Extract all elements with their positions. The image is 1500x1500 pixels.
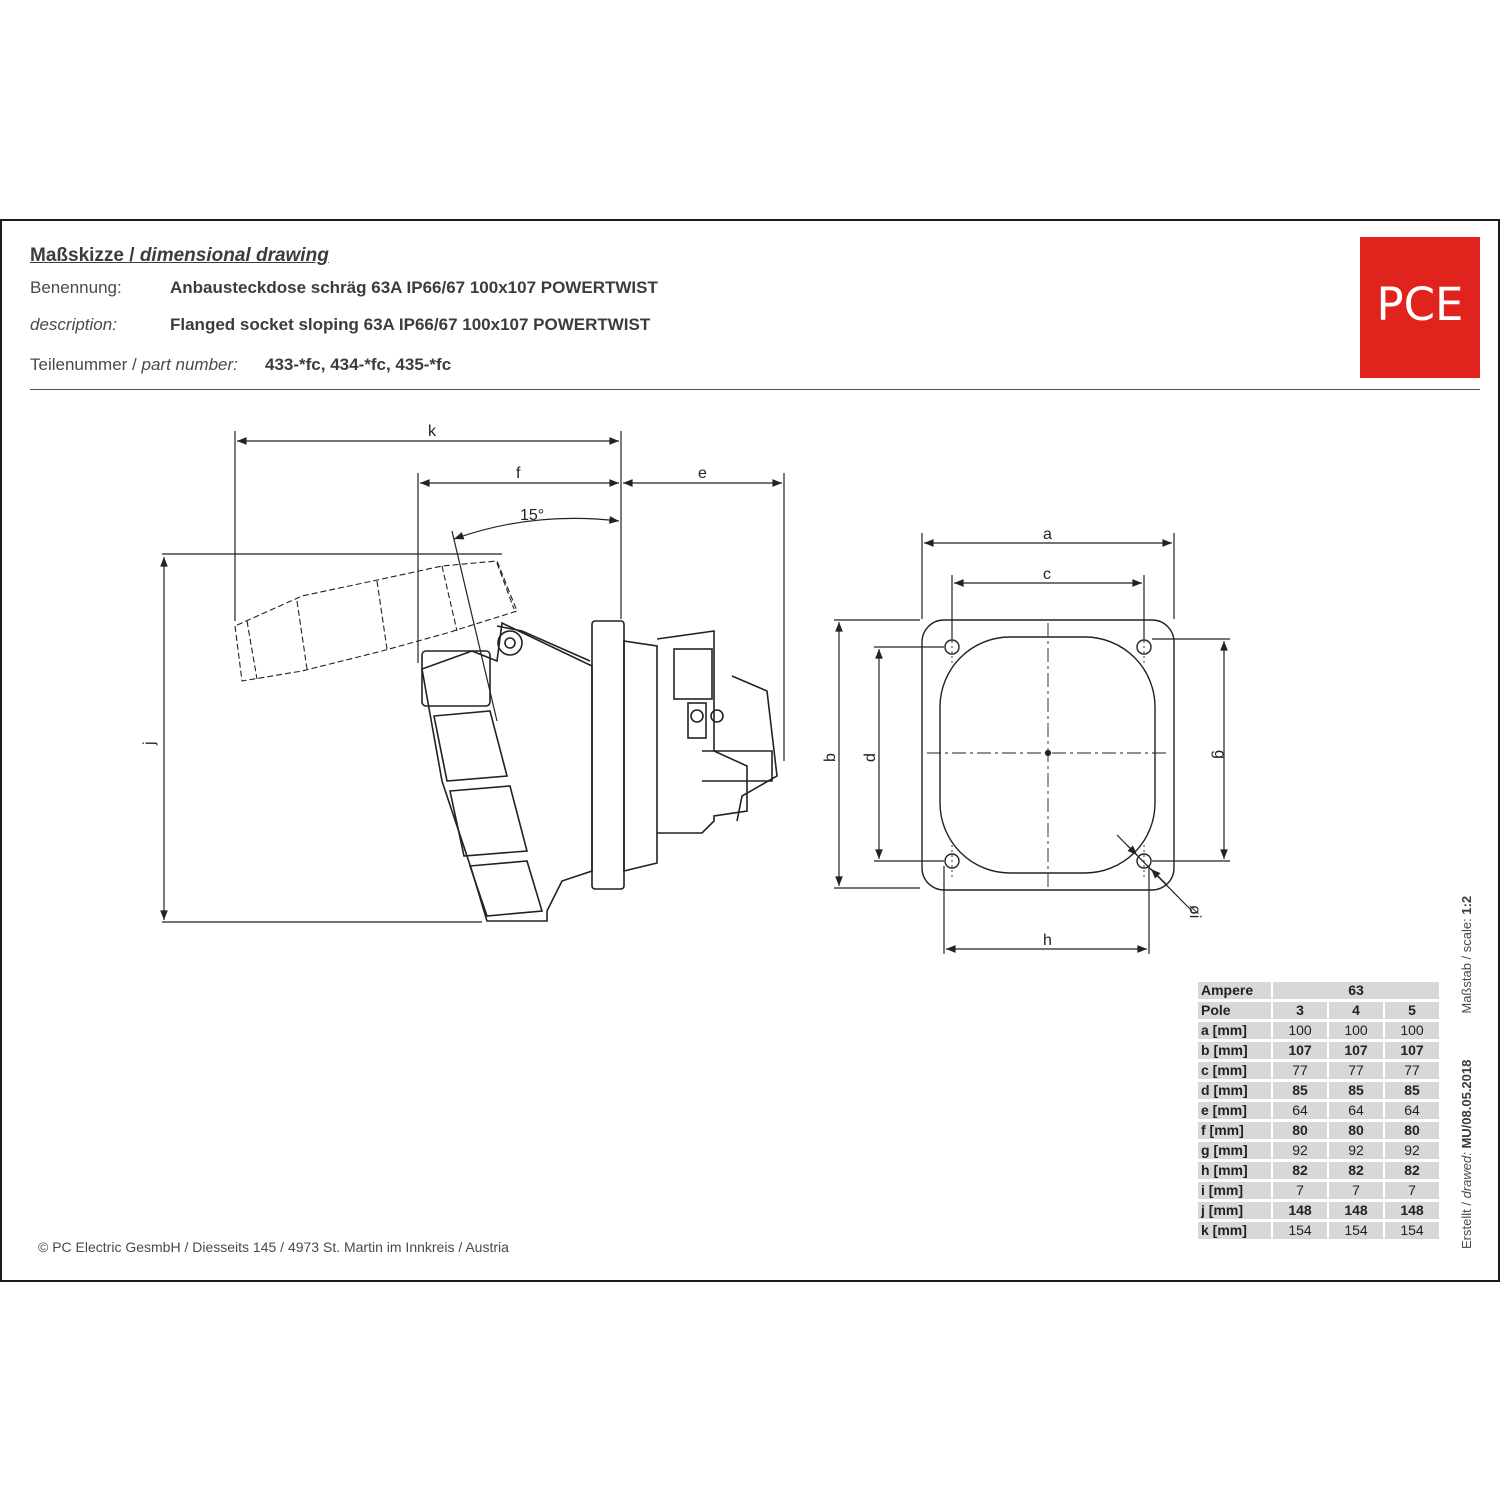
table-row-label: h [mm] [1198,1162,1271,1179]
table-cell: 82 [1385,1162,1439,1179]
table-cell: 100 [1273,1022,1327,1039]
lid-outline [235,561,517,681]
label-c: c [1043,566,1051,583]
table-row-label: g [mm] [1198,1142,1271,1159]
socket-side-view [422,621,777,921]
table-cell: 80 [1329,1122,1383,1139]
table-pole-4: 4 [1329,1002,1383,1019]
table-row [1198,1182,1439,1199]
table-row-label: j [mm] [1198,1202,1271,1219]
table-row-label: c [mm] [1198,1062,1271,1079]
table-cell: 100 [1329,1022,1383,1039]
table-row [1198,1082,1439,1099]
table-row-label: f [mm] [1198,1122,1271,1139]
table-cell: 77 [1385,1062,1439,1079]
description-value: Flanged socket sloping 63A IP66/67 100x107 POWERTWIST [170,315,651,334]
table-cell: 64 [1273,1102,1327,1119]
dimension-table [1196,979,1441,1242]
table-cell: 92 [1273,1142,1327,1159]
part-number-label-en: part number: [141,355,238,374]
table-pole-5: 5 [1385,1002,1439,1019]
table-row [1198,1102,1439,1119]
table-cell: 154 [1273,1222,1327,1239]
drawing-sheet [0,219,1500,1282]
benennung-value: Anbausteckdose schräg 63A IP66/67 100x107 POWERTWIST [170,278,658,297]
table-row [1198,1022,1439,1039]
label-angle: 15° [520,507,545,524]
table-cell: 148 [1385,1202,1439,1219]
table-row [1198,1222,1439,1239]
table-cell: 107 [1385,1042,1439,1059]
table-ampere-value: 63 [1273,982,1439,999]
table-row [1198,1142,1439,1159]
table-cell: 7 [1273,1182,1327,1199]
table-cell: 82 [1329,1162,1383,1179]
dimension-labels [141,423,1228,949]
table-cell: 64 [1385,1102,1439,1119]
label-e: e [698,465,707,482]
side-annotation: Erstellt / drawed: MU/08.05.2018Maßstab / scale: 1:2 [1459,895,1474,1249]
label-a: a [1043,526,1052,543]
label-j: j [141,741,158,745]
label-h: h [1043,932,1052,949]
table-cell: 64 [1329,1102,1383,1119]
table-header-ampere: Ampere [1198,982,1271,999]
drawing-title: Maßskizze / dimensional drawing [30,245,329,266]
table-row-label: i [mm] [1198,1182,1271,1199]
table-cell: 100 [1385,1022,1439,1039]
table-cell: 148 [1329,1202,1383,1219]
pce-logo: PCE [1360,237,1480,378]
table-cell: 77 [1273,1062,1327,1079]
table-cell: 82 [1273,1162,1327,1179]
table-row-ampere [1198,982,1439,999]
table-row-label: a [mm] [1198,1022,1271,1039]
table-cell: 107 [1273,1042,1327,1059]
table-row [1198,1062,1439,1079]
benennung-label: Benennung: [30,278,122,297]
table-cell: 85 [1273,1082,1327,1099]
table-cell: 7 [1329,1182,1383,1199]
table-row-pole [1198,1002,1439,1019]
label-f: f [516,465,521,482]
table-cell: 80 [1385,1122,1439,1139]
table-row-label: e [mm] [1198,1102,1271,1119]
table-cell: 107 [1329,1042,1383,1059]
table-cell: 92 [1329,1142,1383,1159]
footer-copyright: © PC Electric GesmbH / Diesseits 145 / 4973 St. Martin im Innkreis / Austria [38,1239,509,1255]
table-cell: 85 [1329,1082,1383,1099]
table-row [1198,1042,1439,1059]
part-number-label-de: Teilenummer / [30,355,137,374]
part-number-value: 433-*fc, 434-*fc, 435-*fc [265,355,452,374]
label-b: b [822,753,839,762]
table-cell: 85 [1385,1082,1439,1099]
label-g: g [1211,750,1228,759]
table-cell: 154 [1385,1222,1439,1239]
table-row-label: d [mm] [1198,1082,1271,1099]
label-k: k [428,423,436,440]
table-row [1198,1202,1439,1219]
table-header-pole: Pole [1198,1002,1271,1019]
table-cell: 80 [1273,1122,1327,1139]
table-row [1198,1162,1439,1179]
label-i: øi [1186,905,1203,919]
table-cell: 77 [1329,1062,1383,1079]
table-row-label: b [mm] [1198,1042,1271,1059]
table-row [1198,1122,1439,1139]
table-cell: 92 [1385,1142,1439,1159]
table-cell: 154 [1329,1222,1383,1239]
description-label: description: [30,315,117,334]
table-pole-3: 3 [1273,1002,1327,1019]
table-cell: 148 [1273,1202,1327,1219]
label-d: d [862,753,879,762]
table-row-label: k [mm] [1198,1222,1271,1239]
table-cell: 7 [1385,1182,1439,1199]
